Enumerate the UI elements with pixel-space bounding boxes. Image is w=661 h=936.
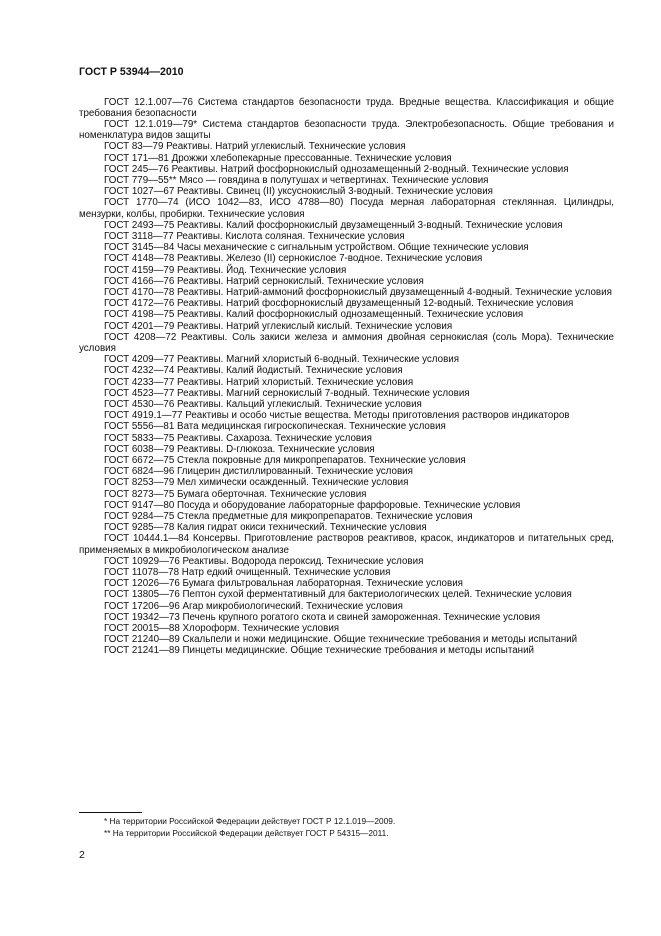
reference-entry: ГОСТ 11078—78 Натр едкий очищенный. Технические условия — [104, 567, 391, 579]
reference-entry: ГОСТ 8253—79 Мел химически осажденный. Технические условия — [104, 477, 409, 489]
reference-entry: ГОСТ 4209—77 Реактивы. Магний хлористый 6-водный. Технические условия — [104, 354, 460, 366]
reference-entry: ГОСТ 4201—79 Реактивы. Натрий углекислый кислый. Технические условия — [104, 320, 453, 332]
reference-entry: ГОСТ 4232—74 Реактивы. Калий йодистый. Технические условия — [104, 365, 403, 377]
reference-entry: ГОСТ 4148—78 Реактивы. Железо (II) сернокислое 7-водное. Технические условия — [104, 253, 483, 265]
reference-entry: ГОСТ 4233—77 Реактивы. Натрий хлористый. Технические условия — [104, 376, 414, 388]
reference-entry: ГОСТ 4523—77 Реактивы. Магний сернокислый 7-водный. Технические условия — [104, 387, 470, 399]
normative-references-list — [79, 97, 614, 657]
reference-entry: ГОСТ 5556—81 Вата медицинская гигроскопическая. Технические условия — [104, 421, 446, 433]
reference-entry: ГОСТ 4166—76 Реактивы. Натрий сернокислый. Технические условия — [104, 275, 424, 287]
reference-entry: ГОСТ 171—81 Дрожжи хлебопекарные прессованные. Технические условия — [104, 152, 452, 164]
reference-entry: ГОСТ 21241—89 Пинцеты медицинские. Общие технические требования и методы испытаний — [104, 645, 535, 657]
reference-entry: ГОСТ 3145—84 Часы механические с сигнальным устройством. Общие технические условия — [104, 242, 529, 254]
page-number: 2 — [79, 850, 85, 861]
reference-entry: ГОСТ 245—76 Реактивы. Натрий фосфорнокислый однозамещенный 2-водный. Технические условия — [104, 163, 569, 175]
reference-entry: ГОСТ 21240—89 Скальпели и ножи медицинские. Общие технические требования и методы испытаний — [104, 634, 578, 646]
document-header: ГОСТ Р 53944—2010 — [79, 66, 184, 78]
reference-entry: ГОСТ 9147—80 Посуда и оборудование лабораторные фарфоровые. Технические условия — [104, 499, 521, 511]
reference-entry: ГОСТ 4208—72 Реактивы. Соль закиси железа и аммония двойная сернокислая (соль Мора). Технические условия — [79, 331, 614, 354]
reference-entry: ГОСТ 83—79 Реактивы. Натрий углекислый. Технические условия — [104, 141, 406, 153]
reference-entry: ГОСТ 12.1.007—76 Система стандартов безопасности труда. Вредные вещества. Классификация и общие требования безопасности — [79, 96, 614, 119]
footnote-2: ** На территории Российской Федерации действует ГОСТ Р 54315—2011. — [104, 828, 389, 838]
reference-entry: ГОСТ 4172—76 Реактивы. Натрий фосфорнокислый двузамещенный 12-водный. Технические условия — [104, 298, 574, 310]
footnote-1: * На территории Российской Федерации действует ГОСТ Р 12.1.019—2009. — [104, 816, 396, 826]
reference-entry: ГОСТ 10444.1—84 Консервы. Приготовление растворов реактивов, красок, индикаторов и питательных сред, применяемых в микробиологическом анализе — [79, 533, 614, 556]
reference-entry: ГОСТ 12026—76 Бумага фильтровальная лабораторная. Технические условия — [104, 578, 463, 590]
reference-entry: ГОСТ 2493—75 Реактивы. Калий фосфорнокислый двузамещенный 3-водный. Технические условия — [104, 219, 563, 231]
footnotes — [104, 815, 395, 839]
reference-entry: ГОСТ 1027—67 Реактивы. Свинец (II) уксуснокислый 3-водный. Технические условия — [104, 186, 493, 198]
reference-entry: ГОСТ 3118—77 Реактивы. Кислота соляная. Технические условия — [104, 230, 405, 242]
reference-entry: ГОСТ 8273—75 Бумага оберточная. Технические условия — [104, 488, 367, 500]
reference-entry: ГОСТ 12.1.019—79* Система стандартов безопасности труда. Электробезопасность. Общие требования и номенклатура видов защиты — [79, 118, 614, 142]
reference-entry: ГОСТ 4530—76 Реактивы. Кальций углекислый. Технические условия — [104, 398, 422, 410]
reference-entry: ГОСТ 779—55** Мясо — говядина в полутушах и четвертинах. Технические условия — [104, 174, 489, 186]
reference-entry: ГОСТ 6038—79 Реактивы. D-глюкоза. Технические условия — [104, 443, 375, 455]
reference-entry: ГОСТ 4198—75 Реактивы. Калий фосфорнокислый однозамещенный. Технические условия — [104, 309, 524, 321]
reference-entry: ГОСТ 13805—76 Пептон сухой ферментативный для бактериологических целей. Технические условия — [104, 589, 572, 601]
reference-entry: ГОСТ 6824—96 Глицерин дистиллированный. Технические условия — [104, 466, 413, 478]
reference-entry: ГОСТ 5833—75 Реактивы. Сахароза. Технические условия — [104, 432, 372, 444]
reference-entry: ГОСТ 9284—75 Стекла предметные для микропрепаратов. Технические условия — [104, 511, 473, 523]
reference-entry: ГОСТ 4159—79 Реактивы. Йод. Технические условия — [104, 264, 347, 276]
reference-entry: ГОСТ 9285—78 Калия гидрат окиси технический. Технические условия — [104, 522, 427, 534]
reference-entry: ГОСТ 20015—88 Хлороформ. Технические условия — [104, 623, 340, 635]
reference-entry: ГОСТ 6672—75 Стекла покровные для микропрепаратов. Технические условия — [104, 455, 466, 466]
reference-entry: ГОСТ 10929—76 Реактивы. Водорода пероксид. Технические условия — [104, 555, 424, 567]
reference-entry: ГОСТ 17206—96 Агар микробиологический. Технические условия — [104, 600, 403, 612]
reference-entry: ГОСТ 4919.1—77 Реактивы и особо чистые вещества. Методы приготовления растворов индикаторов — [104, 410, 570, 422]
reference-entry: ГОСТ 19342—73 Печень крупного рогатого скота и свиней замороженная. Технические условия — [104, 611, 541, 623]
footnote-separator — [79, 812, 142, 813]
reference-entry: ГОСТ 4170—78 Реактивы. Натрий-аммоний фосфорнокислый двузамещенный 4-водный. Технические условия — [104, 286, 612, 298]
reference-entry: ГОСТ 1770—74 (ИСО 1042—83, ИСО 4788—80) Посуда мерная лабораторная стеклянная. Цилиндры, мензурки, колбы, пробирки. Технические условия — [79, 197, 614, 220]
